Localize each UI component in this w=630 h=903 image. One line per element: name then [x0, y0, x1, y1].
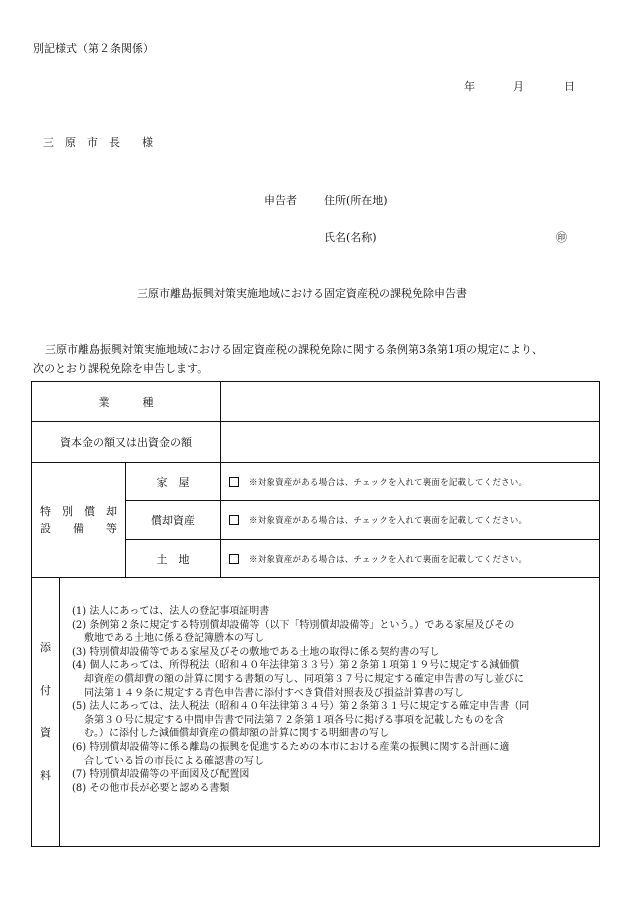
attachments-char-4: 料 — [40, 768, 51, 782]
name-label: 氏名(名称) — [324, 231, 377, 244]
attachments-label — [32, 626, 59, 796]
address-label: 住所(所在地) — [324, 194, 388, 207]
house-checkbox[interactable] — [229, 477, 239, 487]
attachment-item-continued: 同法第１４９条に規定する青色申告書に添付すべき貸借対照表及び損益計算書の写し — [84, 687, 464, 699]
row-house — [229, 463, 527, 500]
attachment-item: (8) その他市長が必要と認める書類 — [72, 782, 230, 794]
attachments-char-1: 添 — [40, 641, 51, 655]
declaration-table — [31, 381, 600, 847]
row-label-house: 家 屋 — [156, 475, 190, 489]
attachments-list — [72, 605, 597, 795]
special-depreciation-line-2: 設 備 等 — [40, 522, 117, 535]
attachment-item-continued: 条第３０号に規定する中間申告書で同法第７２条第１項各号に掲げる事項を記載したものを含 — [84, 714, 504, 726]
attachment-item-continued: 却資産の償却費の額の計算に関する書類の写し、同項第３７号に規定する確定申告書の写し並びに — [84, 673, 524, 685]
row-label-land: 土 地 — [156, 552, 190, 566]
depreciable-assets-checkbox[interactable] — [229, 515, 239, 525]
depreciable-assets-note: ※対象資産がある場合は、チェックを入れて裏面を記載してください。 — [249, 516, 528, 526]
business-type-field[interactable] — [221, 382, 599, 421]
row-label-depreciable-assets: 償却資産 — [151, 514, 195, 527]
intro-line-1: 三原市離島振興対策実施地域における固定資産税の課税免除に関する条例第3条第1項の規定により、 — [45, 343, 543, 356]
special-depreciation-line-1: 特 別 償 却 — [40, 505, 117, 518]
attachment-item-continued: 敷地である土地に係る登記簿謄本の写し — [84, 633, 264, 645]
business-type-label: 業 種 — [98, 395, 154, 409]
attachment-item: (4) 個人にあっては、所得税法（昭和４０年法律第３３号）第２条第１項第１９号に規定する減価償 — [72, 660, 520, 672]
capital-amount-label: 資本金の額又は出資金の額 — [60, 436, 192, 449]
special-depreciation-label — [32, 463, 125, 577]
capital-amount-field[interactable] — [221, 422, 599, 462]
addressee: 三 原 市 長 様 — [43, 136, 153, 149]
date-month-label: 月 — [513, 80, 524, 93]
row-depreciable-assets — [229, 501, 527, 539]
land-note: ※対象資産がある場合は、チェックを入れて裏面を記載してください。 — [249, 554, 528, 565]
seal-mark: ㊞ — [556, 231, 567, 244]
date-day-label: 日 — [564, 80, 575, 93]
land-checkbox[interactable] — [229, 554, 239, 564]
date-year-label: 年 — [464, 80, 475, 93]
attachment-item: (5) 法人にあっては、法人税法（昭和４０年法律第３４号）第２条第３１号に規定する確定申告書（同 — [72, 701, 530, 713]
attachments-char-2: 付 — [40, 683, 51, 697]
attachment-item-continued: む。）に添付した減価償却資産の償却額の計算に関する明細書の写し — [84, 728, 389, 740]
applicant-label: 申告者 — [264, 194, 297, 207]
intro-line-2: 次のとおり課税免除を申告します。 — [33, 362, 209, 375]
attachments-char-3: 資 — [40, 726, 51, 740]
document-title: 三原市離島振興対策実施地域における固定資産税の課税免除申告書 — [137, 287, 467, 300]
attachment-item-continued: 合している旨の市長による確認書の写し — [84, 755, 264, 767]
attachment-item: (6) 特別償却設備等に係る離島の振興を促進するための本市における産業の振興に関する計画に適 — [72, 741, 510, 753]
attachment-item: (7) 特別償却設備等の平面図及び配置図 — [72, 769, 250, 781]
attachment-item: (1) 法人にあっては、法人の登記事項証明書 — [72, 606, 270, 617]
attachment-item: (3) 特別償却設備等である家屋及びその敷地である土地の取得に係る契約書の写し — [72, 646, 440, 658]
form-label: 別記様式（第２条関係） — [33, 42, 154, 55]
row-land — [229, 540, 527, 577]
attachment-item: (2) 条例第２条に規定する特別償却設備等（以下「特別償却設備等」という。）である家屋及びその — [72, 619, 515, 631]
house-note: ※対象資産がある場合は、チェックを入れて裏面を記載してください。 — [249, 477, 528, 488]
